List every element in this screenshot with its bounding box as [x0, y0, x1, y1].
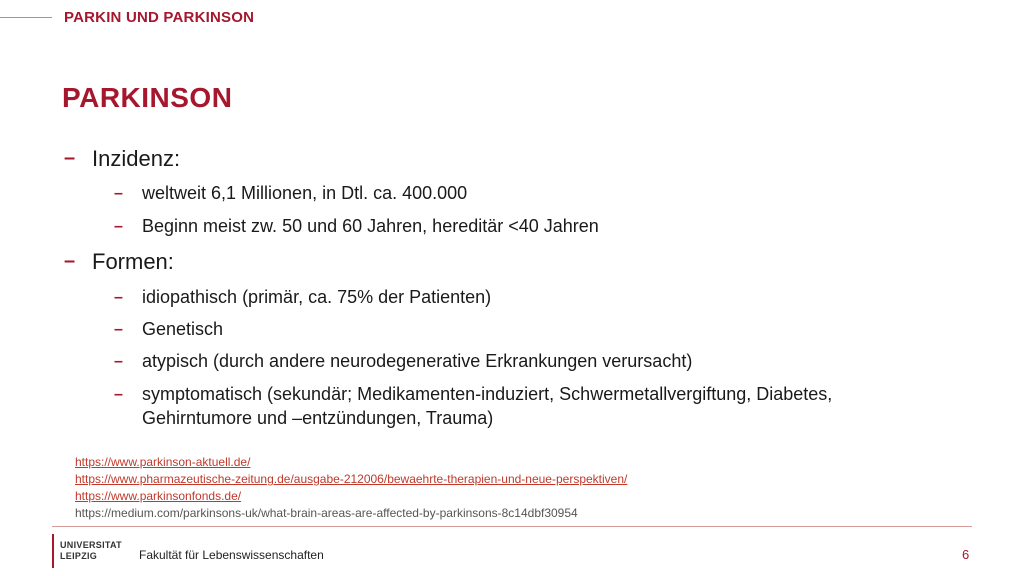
bullet-label: Formen:	[92, 249, 174, 274]
source-links	[75, 454, 627, 522]
sub-bullet	[114, 382, 934, 430]
sub-bullet	[114, 214, 974, 239]
sub-bullet-text: weltweit 6,1 Millionen, in Dtl. ca. 400.000	[142, 183, 468, 203]
source-link[interactable]: https://www.parkinson-aktuell.de/	[75, 455, 251, 469]
page-number: 6	[962, 547, 970, 562]
bullet-inzidenz	[64, 146, 180, 172]
sub-bullet	[114, 349, 974, 374]
slide-title: PARKINSON	[62, 82, 233, 113]
university-logo	[52, 534, 122, 568]
sub-bullet	[114, 285, 974, 310]
source-link[interactable]: https://www.pharmazeutische-zeitung.de/ausgabe-212006/bewaehrte-therapien-und-neue-perspektiven/	[75, 472, 628, 486]
dash-marker: –	[114, 185, 123, 202]
bullet-formen	[64, 249, 174, 275]
faculty-name: Fakultät für Lebenswissenschaften	[139, 548, 324, 562]
dash-marker: –	[64, 250, 76, 272]
logo-text	[60, 540, 122, 568]
logo-line: UNIVERSITAT	[60, 540, 122, 550]
sub-bullet	[114, 181, 974, 206]
dash-marker: –	[114, 289, 123, 306]
dash-marker: –	[64, 147, 76, 169]
bullet-label: Inzidenz:	[92, 146, 181, 171]
dash-marker: –	[114, 353, 123, 370]
source-text: https://medium.com/parkinsons-uk/what-brain-areas-are-affected-by-parkinsons-8c14dbf30954	[75, 506, 578, 520]
sub-bullet-text: idiopathisch (primär, ca. 75% der Patienten)	[142, 287, 492, 307]
sub-bullet	[114, 317, 974, 342]
top-rule	[0, 17, 52, 18]
logo-line: LEIPZIG	[60, 551, 98, 561]
source-link[interactable]: https://www.parkinsonfonds.de/	[75, 489, 242, 503]
dash-marker: –	[114, 386, 123, 403]
sub-bullet-text: Beginn meist zw. 50 und 60 Jahren, hereditär <40 Jahren	[142, 216, 599, 236]
logo-bar	[52, 534, 54, 568]
sub-bullet-text: Genetisch	[142, 319, 224, 339]
bottom-rule	[52, 526, 972, 527]
sub-bullet-text: atypisch (durch andere neurodegenerative Erkrankungen verursacht)	[142, 351, 693, 371]
sub-bullet-text: symptomatisch (sekundär; Medikamenten-induziert, Schwermetallvergiftung, Diabetes, Gehirntumore und –entzündungen, Trauma)	[142, 384, 833, 428]
dash-marker: –	[114, 321, 123, 338]
dash-marker: –	[114, 218, 123, 235]
section-title: PARKIN UND PARKINSON	[64, 9, 255, 26]
